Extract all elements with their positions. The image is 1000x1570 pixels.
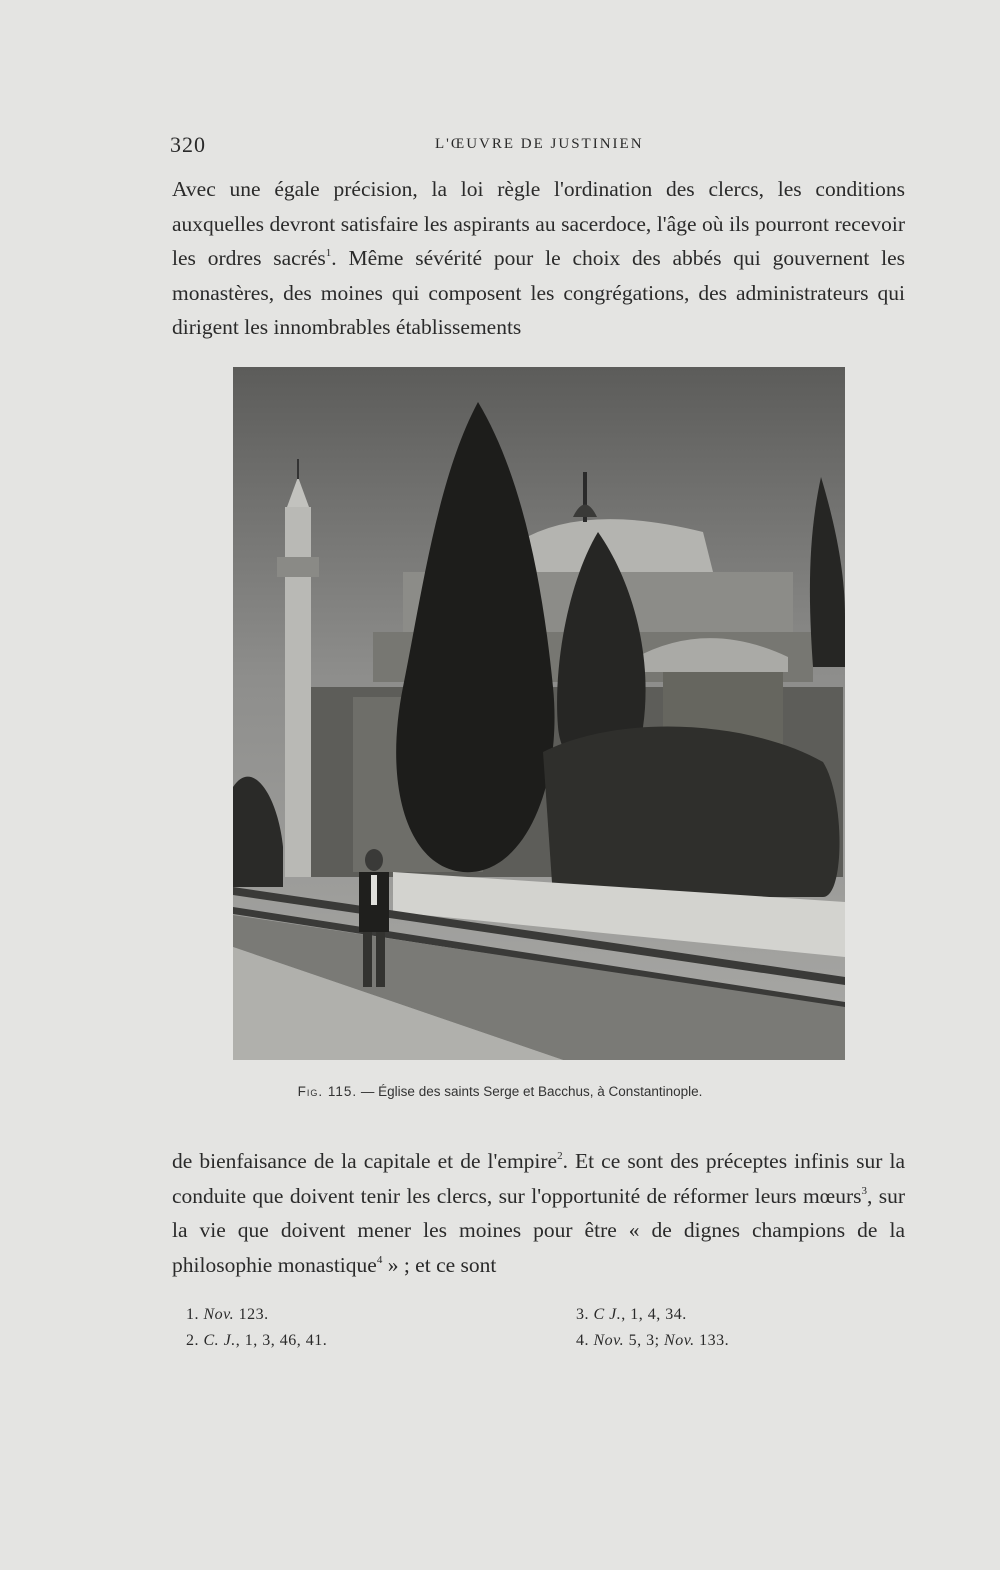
- paragraph-1: [172, 172, 905, 345]
- footnote-3-ref: , 1, 4, 34.: [621, 1306, 687, 1323]
- paragraph-2: [172, 1144, 905, 1282]
- footnote-3-num: 3.: [576, 1306, 589, 1323]
- footnote-4-num: 4.: [576, 1332, 589, 1349]
- running-title: L'ŒUVRE DE JUSTINIEN: [435, 136, 644, 152]
- footnote-4: [576, 1328, 729, 1354]
- footnote-ref-1[interactable]: 1: [325, 247, 332, 259]
- paragraph-1-part-1: Avec une égale précision, la loi règle l'ordination des clercs, les conditions auxquelles devront satisfaire les aspirants au sacerdoce, l'âge où ils pourront recevoir les ordres sacrés: [172, 177, 905, 270]
- footnote-2-ref: , 1, 3, 46, 41.: [235, 1332, 328, 1349]
- paragraph-2-part-2: . Et ce sont des préceptes infinis sur la conduite que doivent tenir les clercs, sur l'opportunité de réformer leurs mœurs: [172, 1149, 905, 1208]
- paragraph-2-part-4: » ; et ce sont: [382, 1252, 497, 1277]
- footnote-ref-3[interactable]: 3: [861, 1184, 867, 1197]
- footnote-1-ref: 123.: [238, 1306, 269, 1323]
- paragraph-1-part-2: . Même sévérité pour le choix des abbés qui gouvernent les monastères, des moines qui composent les congrégations, des administrateurs qui dirigent les innombrables établissements: [172, 246, 906, 339]
- footnote-4-source-a: Nov.: [593, 1332, 625, 1349]
- footnote-2: [186, 1328, 327, 1354]
- page-number: 320: [170, 132, 206, 157]
- footnote-2-num: 2.: [186, 1332, 199, 1349]
- footnote-1: [186, 1302, 327, 1328]
- footnote-1-num: 1.: [186, 1306, 199, 1323]
- footnote-1-source: Nov.: [203, 1306, 235, 1323]
- footnote-3-source: C J.: [593, 1306, 622, 1323]
- footnote-ref-4[interactable]: 4: [376, 1253, 383, 1266]
- footnote-ref-2[interactable]: 2: [557, 1150, 563, 1162]
- figure-caption: [0, 1084, 1000, 1099]
- figure-label: Fig. 115.: [297, 1084, 358, 1099]
- footnote-4-source-b: Nov.: [664, 1332, 695, 1349]
- footnote-4-ref-a: 5, 3;: [628, 1332, 660, 1349]
- page-header: [170, 132, 905, 162]
- footnote-3: [576, 1302, 729, 1328]
- footnote-2-source: C. J.: [203, 1332, 236, 1349]
- paragraph-2-part-3: , sur la vie que doivent mener les moines pour être « de dignes champions de la philosophie monastique: [172, 1183, 906, 1277]
- footnotes-right: [576, 1302, 729, 1354]
- paragraph-2-part-1: de bienfaisance de la capitale et de l'empire: [172, 1149, 558, 1173]
- church-photograph: [233, 367, 845, 1060]
- footnote-4-ref-b: 133.: [699, 1332, 730, 1349]
- footnotes-left: [186, 1302, 327, 1354]
- figure-caption-text: — Église des saints Serge et Bacchus, à Constantinople.: [360, 1084, 703, 1099]
